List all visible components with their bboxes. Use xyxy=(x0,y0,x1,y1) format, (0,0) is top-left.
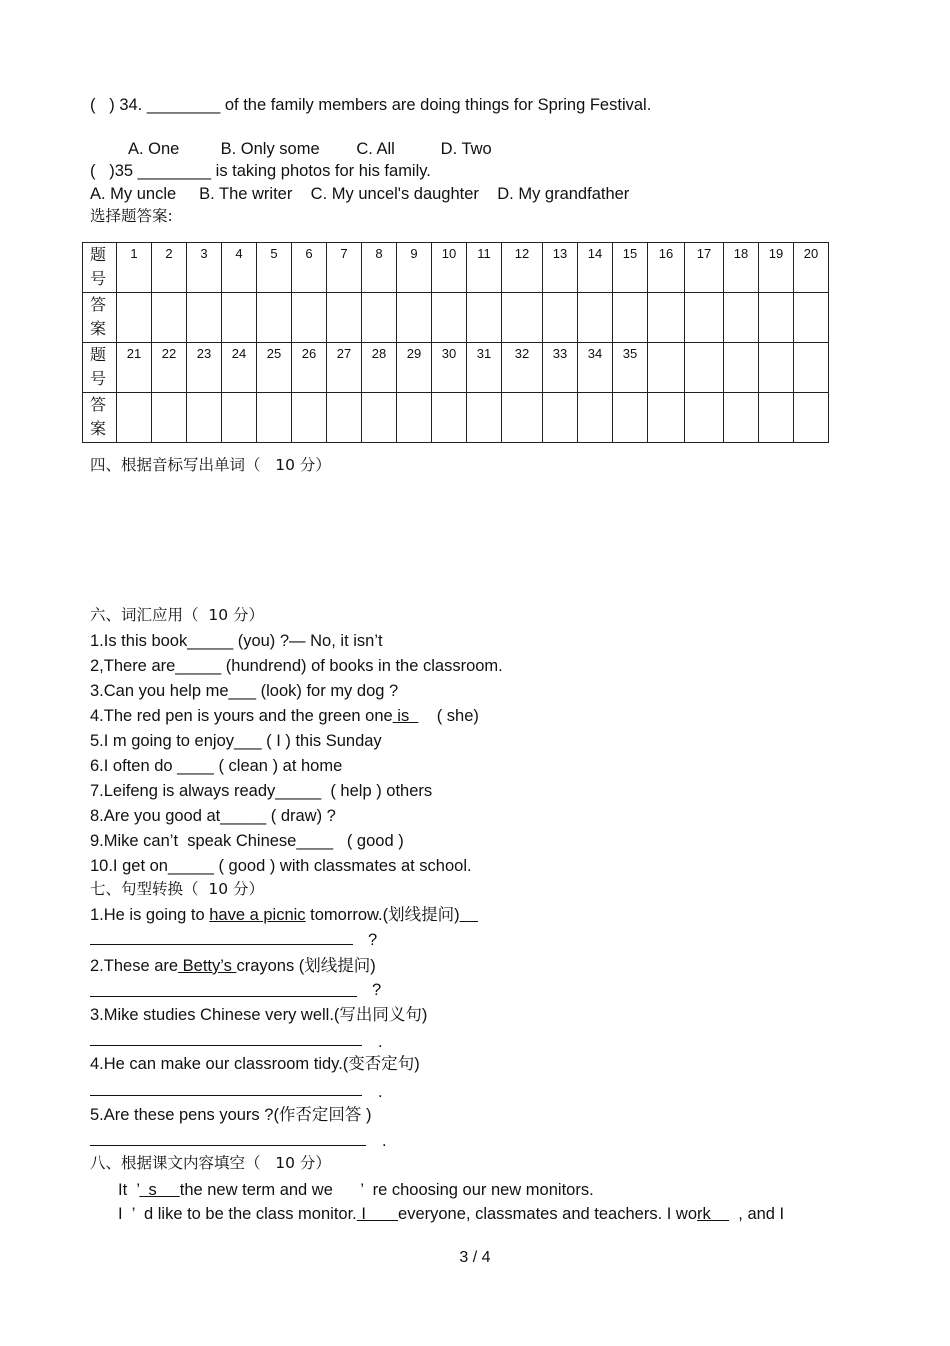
table-cell: 4 xyxy=(222,243,257,293)
table-cell: 23 xyxy=(187,343,222,393)
table-cell xyxy=(724,343,759,393)
answer-cell[interactable] xyxy=(613,293,648,343)
answer-cell[interactable] xyxy=(794,293,829,343)
answer-cell[interactable] xyxy=(292,293,327,343)
table-row-answers-1 xyxy=(83,293,829,343)
answer-cell[interactable] xyxy=(362,393,397,443)
table-cell: 7 xyxy=(327,243,362,293)
answer-cell[interactable] xyxy=(724,393,759,443)
table-cell: 18 xyxy=(724,243,759,293)
vocab-item-5: 5.I m going to enjoy___ ( I ) this Sunday xyxy=(90,732,382,750)
vocab-item-3: 3.Can you help me___ (look) for my dog ? xyxy=(90,682,399,700)
table-cell: 31 xyxy=(467,343,502,393)
answer-end-4: . xyxy=(378,1083,383,1101)
transform-item-2: 2.These are Betty’s crayons (划线提问) xyxy=(90,957,376,975)
answer-cell[interactable] xyxy=(222,293,257,343)
table-cell: 16 xyxy=(648,243,685,293)
label-question-number: 题号 xyxy=(83,343,117,393)
vocab-item-9: 9.Mike can’t speak Chinese____ ( good ) xyxy=(90,832,404,850)
table-cell: 2 xyxy=(152,243,187,293)
answer-cell[interactable] xyxy=(578,393,613,443)
answer-cell[interactable] xyxy=(648,293,685,343)
answer-cell[interactable] xyxy=(685,393,724,443)
table-row-answers-2 xyxy=(83,393,829,443)
question-35-stem: ( )35 ________ is taking photos for his family. xyxy=(90,162,431,180)
answer-cell[interactable] xyxy=(397,393,432,443)
page-number: 3 / 4 xyxy=(459,1249,491,1266)
answer-cell[interactable] xyxy=(543,293,578,343)
table-cell: 17 xyxy=(685,243,724,293)
answer-cell[interactable] xyxy=(432,393,467,443)
table-cell: 12 xyxy=(502,243,543,293)
vocab-item-6: 6.I often do ____ ( clean ) at home xyxy=(90,757,343,775)
question-35-options: A. My uncle B. The writer C. My uncel's daughter D. My grandfather xyxy=(90,185,630,203)
table-cell: 3 xyxy=(187,243,222,293)
answer-end-5: . xyxy=(382,1132,387,1150)
answer-cell[interactable] xyxy=(292,393,327,443)
table-cell: 27 xyxy=(327,343,362,393)
table-cell: 9 xyxy=(397,243,432,293)
answer-cell[interactable] xyxy=(724,293,759,343)
answer-cell[interactable] xyxy=(327,293,362,343)
answer-line-2[interactable] xyxy=(90,996,357,997)
answer-line-1[interactable] xyxy=(90,944,353,945)
section-8-title: 八、根据课文内容填空（ 10 分） xyxy=(90,1154,331,1172)
table-cell xyxy=(648,343,685,393)
vocab-item-1: 1.Is this book_____ (you) ?— No, it isn’t xyxy=(90,632,383,650)
table-cell: 11 xyxy=(467,243,502,293)
table-cell xyxy=(794,343,829,393)
answer-cell[interactable] xyxy=(397,293,432,343)
vocab-item-4: 4.The red pen is yours and the green one is ( she) xyxy=(90,707,479,725)
answer-cell[interactable] xyxy=(467,293,502,343)
transform-item-5: 5.Are these pens yours ?(作否定回答 ) xyxy=(90,1106,372,1124)
table-row-numbers-1 xyxy=(83,243,829,293)
section-7-title: 七、句型转换（ 10 分） xyxy=(90,880,265,898)
table-cell: 21 xyxy=(117,343,152,393)
label-answer: 答案 xyxy=(83,293,117,343)
vocab-item-2: 2,There are_____ (hundrend) of books in the classroom. xyxy=(90,657,503,675)
text-fill-line-2: I ’ d like to be the class monitor. I everyone, classmates and teachers. I work , and I xyxy=(118,1205,785,1223)
answer-cell[interactable] xyxy=(502,293,543,343)
answer-line-3[interactable] xyxy=(90,1045,362,1046)
table-cell: 14 xyxy=(578,243,613,293)
answer-cell[interactable] xyxy=(543,393,578,443)
table-cell: 5 xyxy=(257,243,292,293)
table-cell: 35 xyxy=(613,343,648,393)
table-cell: 8 xyxy=(362,243,397,293)
table-cell: 28 xyxy=(362,343,397,393)
answer-cell[interactable] xyxy=(362,293,397,343)
answer-cell[interactable] xyxy=(152,293,187,343)
table-cell xyxy=(759,343,794,393)
table-cell: 6 xyxy=(292,243,327,293)
vocab-item-8: 8.Are you good at_____ ( draw) ? xyxy=(90,807,336,825)
vocab-item-10: 10.I get on_____ ( good ) with classmates at school. xyxy=(90,857,472,875)
section-4-title: 四、根据音标写出单词（ 10 分） xyxy=(90,456,331,474)
answer-cell[interactable] xyxy=(222,393,257,443)
table-cell: 30 xyxy=(432,343,467,393)
table-cell xyxy=(685,343,724,393)
table-cell: 33 xyxy=(543,343,578,393)
table-cell: 10 xyxy=(432,243,467,293)
answer-end-1: ? xyxy=(368,931,378,949)
table-cell: 15 xyxy=(613,243,648,293)
table-cell: 32 xyxy=(502,343,543,393)
answer-cell[interactable] xyxy=(648,393,685,443)
table-row-numbers-2 xyxy=(83,343,829,393)
answer-cell[interactable] xyxy=(685,293,724,343)
table-cell: 1 xyxy=(117,243,152,293)
question-34-options: A. One B. Only some C. All D. Two xyxy=(128,140,492,158)
answer-cell[interactable] xyxy=(467,393,502,443)
question-34-stem: ( ) 34. ________ of the family members are doing things for Spring Festival. xyxy=(90,96,652,114)
answer-cell[interactable] xyxy=(794,393,829,443)
label-answer: 答案 xyxy=(83,393,117,443)
answer-cell[interactable] xyxy=(257,393,292,443)
table-cell: 19 xyxy=(759,243,794,293)
text-fill-line-1: It ’ s the new term and we ’ re choosing our new monitors. xyxy=(118,1181,594,1199)
answer-cell[interactable] xyxy=(117,393,152,443)
answer-line-4[interactable] xyxy=(90,1095,362,1096)
table-cell: 22 xyxy=(152,343,187,393)
table-cell: 24 xyxy=(222,343,257,393)
answer-cell[interactable] xyxy=(187,293,222,343)
table-cell: 20 xyxy=(794,243,829,293)
answer-cell[interactable] xyxy=(578,293,613,343)
answer-cell[interactable] xyxy=(502,393,543,443)
vocab-item-7: 7.Leifeng is always ready_____ ( help ) others xyxy=(90,782,433,800)
section-6-title: 六、词汇应用（ 10 分） xyxy=(90,606,265,624)
transform-item-4: 4.He can make our classroom tidy.(变否定句) xyxy=(90,1055,420,1073)
table-cell: 26 xyxy=(292,343,327,393)
label-question-number: 题号 xyxy=(83,243,117,293)
answer-cell[interactable] xyxy=(187,393,222,443)
answer-cell[interactable] xyxy=(613,393,648,443)
transform-item-1: 1.He is going to have a picnic tomorrow.(划线提问) xyxy=(90,906,460,924)
answer-cell[interactable] xyxy=(117,293,152,343)
table-cell: 13 xyxy=(543,243,578,293)
answer-line-5[interactable] xyxy=(90,1145,366,1146)
answer-end-3: . xyxy=(378,1033,383,1051)
answer-cell[interactable] xyxy=(759,393,794,443)
answer-cell[interactable] xyxy=(152,393,187,443)
answer-cell[interactable] xyxy=(432,293,467,343)
answer-cell[interactable] xyxy=(327,393,362,443)
answer-cell[interactable] xyxy=(759,293,794,343)
answer-table-caption: 选择题答案: xyxy=(90,207,173,225)
table-cell: 29 xyxy=(397,343,432,393)
table-cell: 34 xyxy=(578,343,613,393)
transform-item-3: 3.Mike studies Chinese very well.(写出同义句) xyxy=(90,1006,428,1024)
answer-cell[interactable] xyxy=(257,293,292,343)
answer-table xyxy=(82,242,829,443)
table-cell: 25 xyxy=(257,343,292,393)
answer-end-2: ? xyxy=(372,981,382,999)
